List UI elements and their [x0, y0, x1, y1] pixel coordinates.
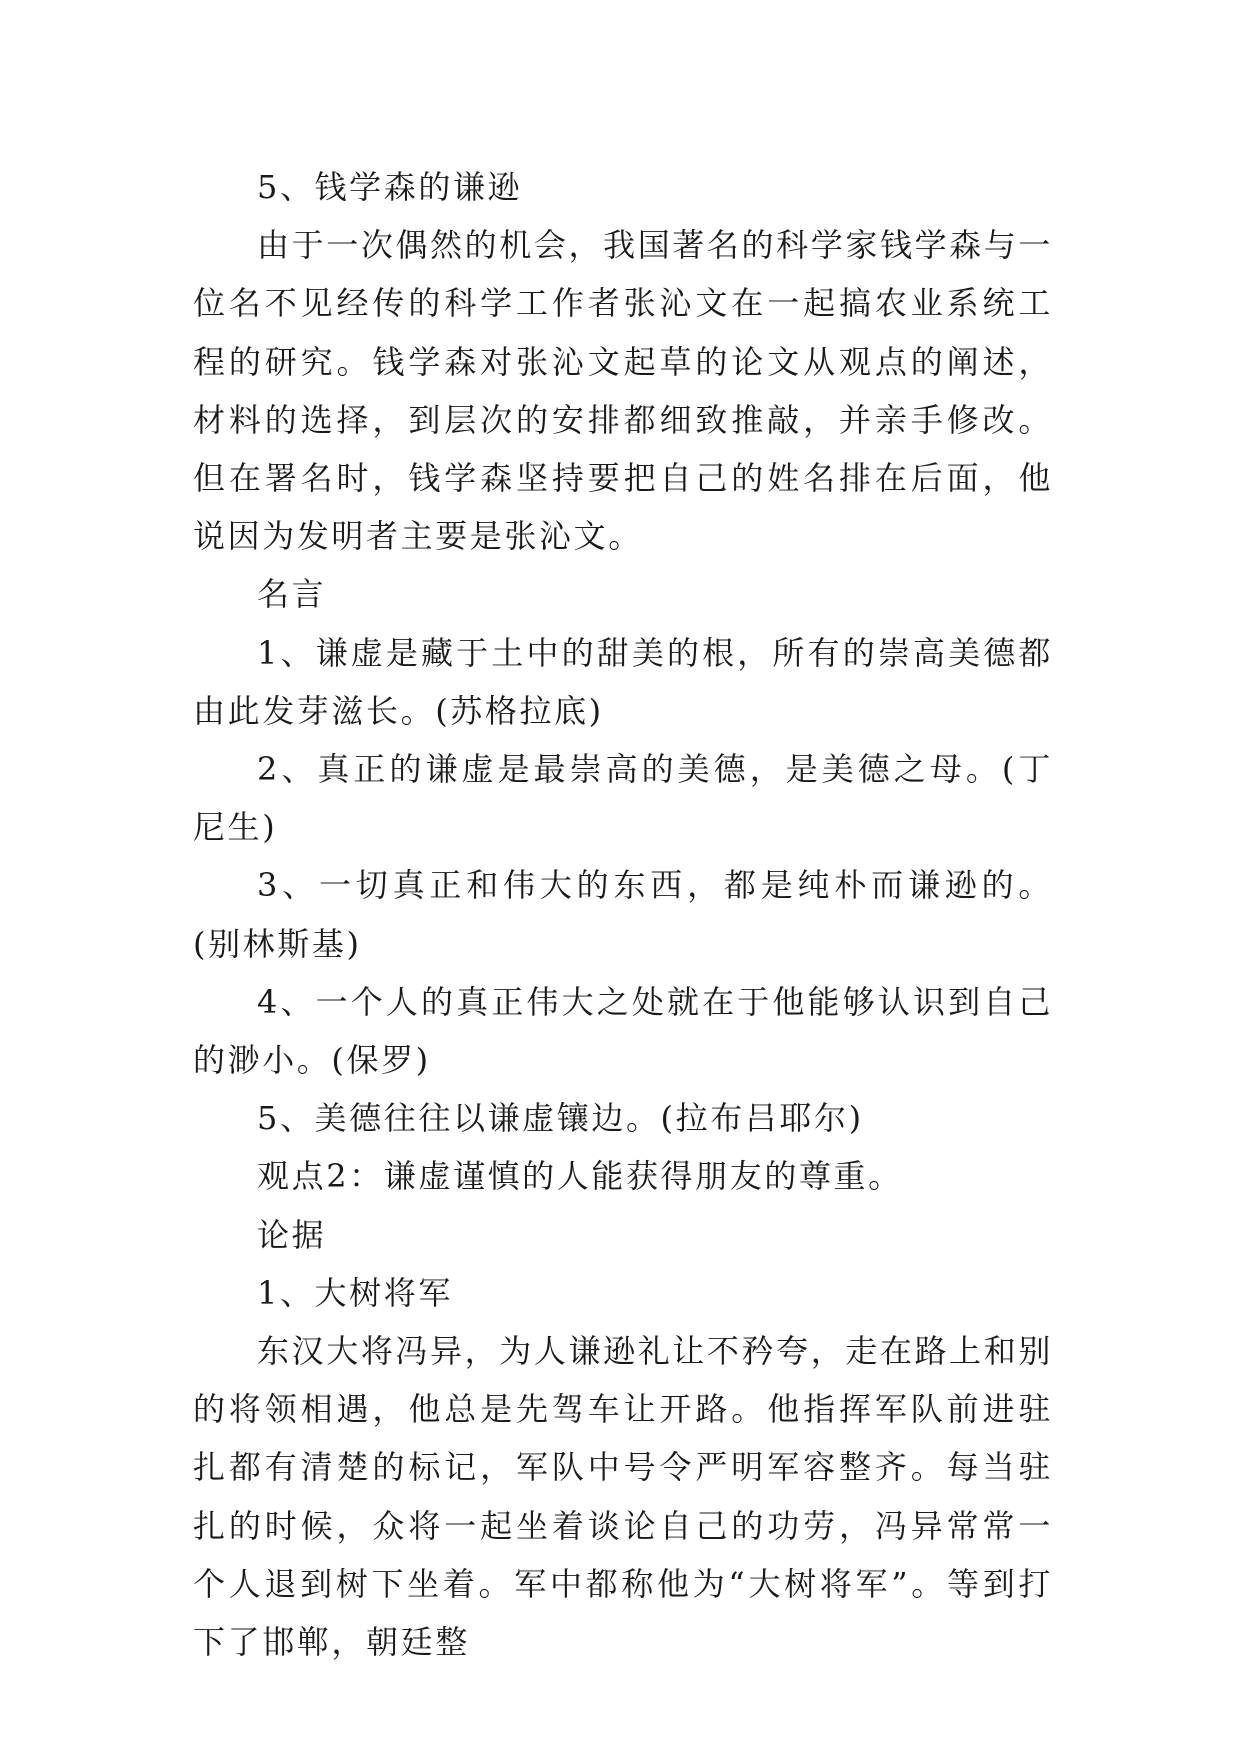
- quote-item-2: 2、真正的谦虚是最崇高的美德，是美德之母。(丁尼生): [193, 750, 1053, 847]
- story-heading-big-tree-general: 1、大树将军: [257, 1273, 453, 1312]
- story-paragraph-feng-yi: 东汉大将冯异，为人谦逊礼让不矜夸，走在路上和别的将领相遇，他总是先驾车让开路。他指挥军队前进驻扎都有清楚的标记，军队中号令严明军容整齐。每当驻扎的时候，众将一起坐着谈论自己的功劳，冯异常常一个人退到树下坐着。军中都称他为“大树将军”。等到打下了邯郸，朝廷整: [193, 1332, 1053, 1662]
- quote-item-4: 4、一个人的真正伟大之处就在于他能够认识到自己的渺小。(保罗): [193, 982, 1053, 1080]
- quote-item-1: 1、谦虚是藏于土中的甜美的根，所有的崇高美德都由此发芽滋长。(苏格拉底): [193, 633, 1053, 730]
- story-paragraph-qian-xuesen: 由于一次偶然的机会，我国著名的科学家钱学森与一位名不见经传的科学工作者张沁文在一起搞农业系统工程的研究。钱学森对张沁文起草的论文从观点的阐述，材料的选择，到层次的安排都细致推敲，并亲手修改。但在署名时，钱学森坚持要把自己的姓名排在后面，他说因为发明者主要是张沁文。: [193, 226, 1053, 556]
- quote-item-3: 3、一切真正和伟大的东西，都是纯朴而谦逊的。(别林斯基): [193, 866, 1053, 963]
- section-heading-arguments: 论据: [257, 1215, 327, 1254]
- viewpoint-2-heading: 观点2：谦虚谨慎的人能获得朋友的尊重。: [257, 1157, 903, 1196]
- section-heading-quotes: 名言: [257, 575, 327, 614]
- quote-item-5: 5、美德往往以谦虚镶边。(拉布吕耶尔): [257, 1099, 864, 1138]
- document-body: [193, 158, 1053, 1671]
- story-heading-qian-xuesen: 5、钱学森的谦逊: [257, 168, 523, 206]
